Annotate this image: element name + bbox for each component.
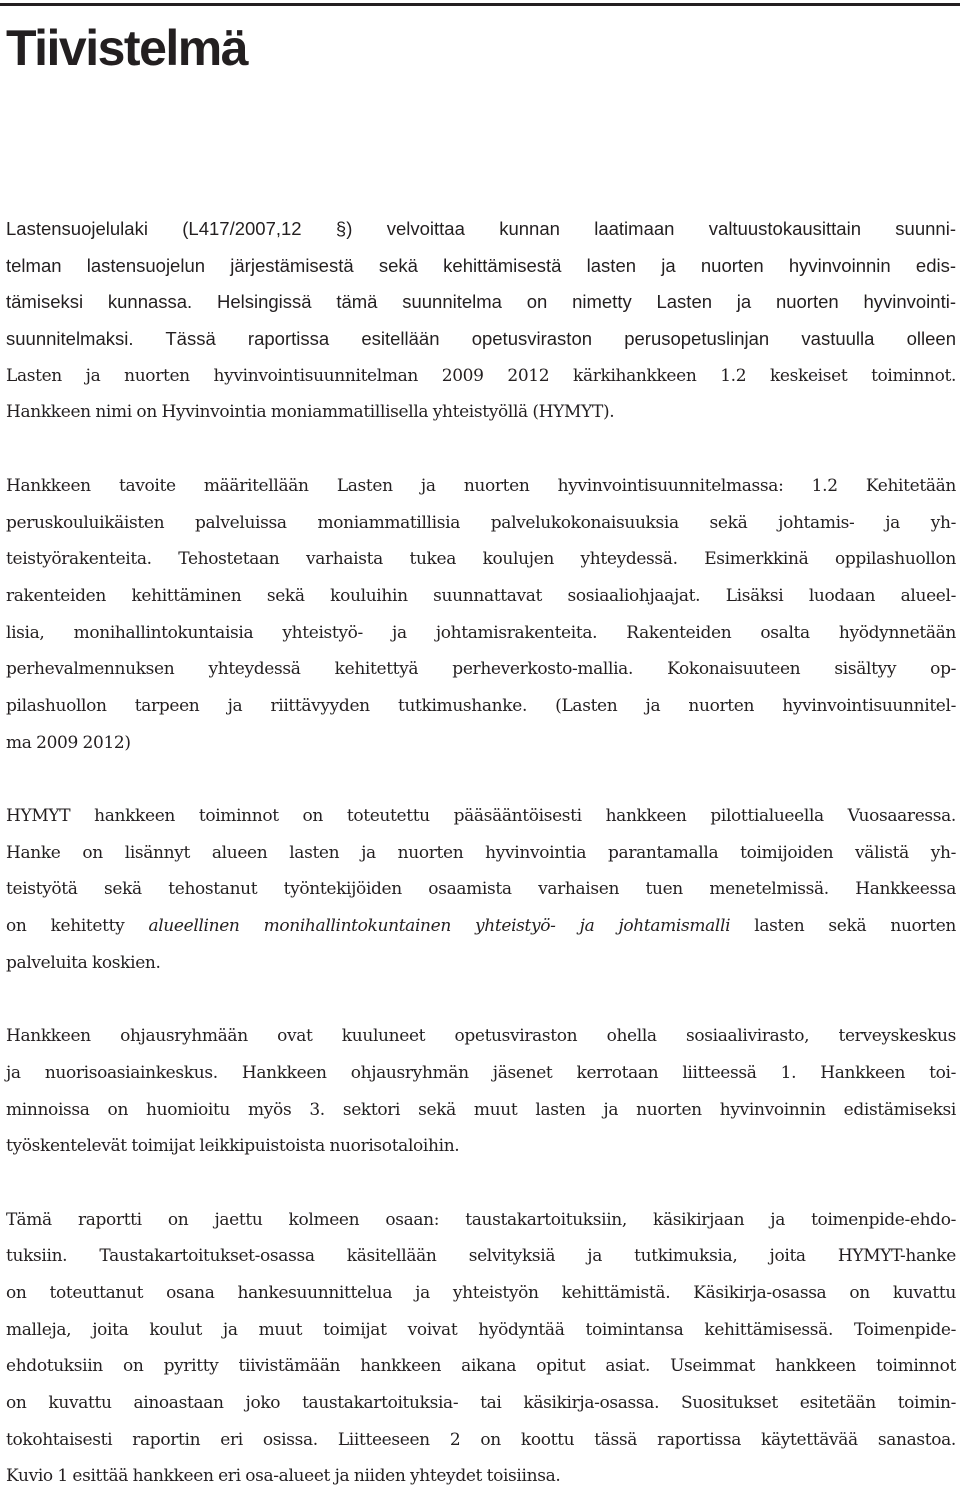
paragraph-line: Hanke on lisännyt alueen lasten ja nuorten hyvinvointia parantamalla toimijoiden välistä yh- — [6, 842, 956, 863]
text-run: on kehitetty — [6, 916, 149, 937]
paragraph-line: Lasten ja nuorten hyvinvointisuunnitelman 2009 2012 kärkihankkeen 1.2 keskeiset toiminnot. — [6, 365, 956, 386]
paragraph-4 — [6, 1018, 956, 1165]
paragraph-line: ehdotuksiin on pyritty tiivistämään hankkeen aikana opitut asiat. Useimmat hankkeen toiminnot — [6, 1356, 956, 1377]
paragraph-gap — [6, 761, 956, 798]
top-rule — [0, 3, 960, 6]
paragraph-line: pilashuollon tarpeen ja riittävyyden tutkimushanke. (Lasten ja nuorten hyvinvointisuunnitel- — [6, 695, 956, 716]
paragraph-line: teistyörakenteita. Tehostetaan varhaista tukea koulujen yhteydessä. Esimerkkinä oppilashuollon — [6, 549, 956, 570]
paragraph-line: rakenteiden kehittäminen sekä kouluihin suunnattavat sosiaaliohjaajat. Lisäksi luodaan alueel- — [6, 585, 956, 606]
paragraph-3 — [6, 798, 956, 981]
paragraph-line: minnoissa on huomioitu myös 3. sektori sekä muut lasten ja nuorten hyvinvoinnin edistämiseksi — [6, 1099, 956, 1120]
paragraph-line: Kuvio 1 esittää hankkeen eri osa-alueet ja niiden yhteydet toisiinsa. — [6, 1466, 561, 1487]
paragraph-line: HYMYT hankkeen toiminnot on toteutettu pääsääntöisesti hankkeen pilottialueella Vuosaaressa. — [6, 806, 956, 826]
paragraph-gap — [6, 1165, 956, 1202]
paragraph-2 — [6, 468, 956, 762]
paragraph-line: tokohtaisesti raportin eri osissa. Liitteeseen 2 on koottu tässä raportissa käytettävää sanastoa. — [6, 1429, 956, 1450]
paragraph-line: on kuvattu ainoastaan joko taustakartoituksia- tai käsikirja-osassa. Suositukset esitetään toimin- — [6, 1393, 956, 1413]
paragraph-line: tuksiin. Taustakartoitukset-osassa käsitellään selvityksiä ja tutkimuksia, joita HYMYT-hanke — [6, 1246, 956, 1267]
paragraph-line: suunnitelmaksi. Tässä raportissa esitellään opetusviraston perusopetuslinjan vastuulla olleen — [6, 328, 956, 350]
paragraph-line: Hankkeen nimi on Hyvinvointia moniammatillisella yhteistyöllä (HYMYT). — [6, 402, 615, 423]
paragraph-line: ja nuorisoasiainkeskus. Hankkeen ohjausryhmän jäsenet kerrotaan liitteessä 1. Hankkeen toi- — [6, 1062, 956, 1083]
paragraph-line-italic — [6, 908, 956, 945]
paragraph-line: malleja, joita koulut ja muut toimijat voivat hyödyntää toimintansa kehittämisessä. Toimenpide- — [6, 1319, 956, 1340]
paragraph-gap — [6, 431, 956, 468]
paragraph-gap — [6, 981, 956, 1018]
paragraph-line: lisia, monihallintokuntaisia yhteistyö- ja johtamisrakenteita. Rakenteiden osalta hyödynnetään — [6, 622, 956, 643]
paragraph-line: on toteuttanut osana hankesuunnittelua ja yhteistyön kehittämistä. Käsikirja-osassa on kuvattu — [6, 1282, 956, 1303]
paragraph-line: Lastensuojelulaki (L417/2007,12 §) velvoittaa kunnan laatimaan valtuustokausittain suunni- — [6, 218, 956, 239]
paragraph-1 — [6, 211, 956, 431]
paragraph-line: tämiseksi kunnassa. Helsingissä tämä suunnitelma on nimetty Lasten ja nuorten hyvinvointi- — [6, 291, 956, 313]
paragraph-line: telman lastensuojelun järjestämisestä sekä kehittämisestä lasten ja nuorten hyvinvoinnin edis- — [6, 254, 956, 276]
paragraph-line: työskentelevät toimijat leikkipuistoista nuorisotaloihin. — [6, 1136, 460, 1157]
paragraph-line: perhevalmennuksen yhteydessä kehitettyä perheverkosto-mallia. Kokonaisuuteen sisältyy op- — [6, 659, 956, 680]
paragraph-line: teistyötä sekä tehostanut työntekijöiden osaamista varhaisen tuen menetelmissä. Hankkeessa — [6, 879, 956, 900]
paragraph-line: ma 2009 2012) — [6, 732, 131, 753]
paragraph-line: Hankkeen tavoite määritellään Lasten ja nuorten hyvinvointisuunnitelmassa: 1.2 Kehitetään — [6, 475, 956, 496]
paragraph-line: Tämä raportti on jaettu kolmeen osaan: taustakartoituksiin, käsikirjaan ja toimenpide-ehdo- — [6, 1209, 956, 1230]
page-title: Tiivistelmä — [6, 20, 248, 76]
paragraph-line: Hankkeen ohjausryhmään ovat kuuluneet opetusviraston ohella sosiaalivirasto, terveyskeskus — [6, 1026, 956, 1047]
paragraph-line: peruskouluikäisten palveluissa moniammatillisia palvelukokonaisuuksia sekä johtamis- ja yh- — [6, 512, 956, 533]
abstract-body — [6, 211, 956, 1495]
text-run: lasten sekä nuorten — [730, 916, 956, 937]
paragraph-line: palveluita koskien. — [6, 952, 161, 973]
paragraph-5 — [6, 1202, 956, 1496]
italic-term: alueellinen monihallintokuntainen yhteistyö- ja johtamismalli — [148, 916, 731, 937]
